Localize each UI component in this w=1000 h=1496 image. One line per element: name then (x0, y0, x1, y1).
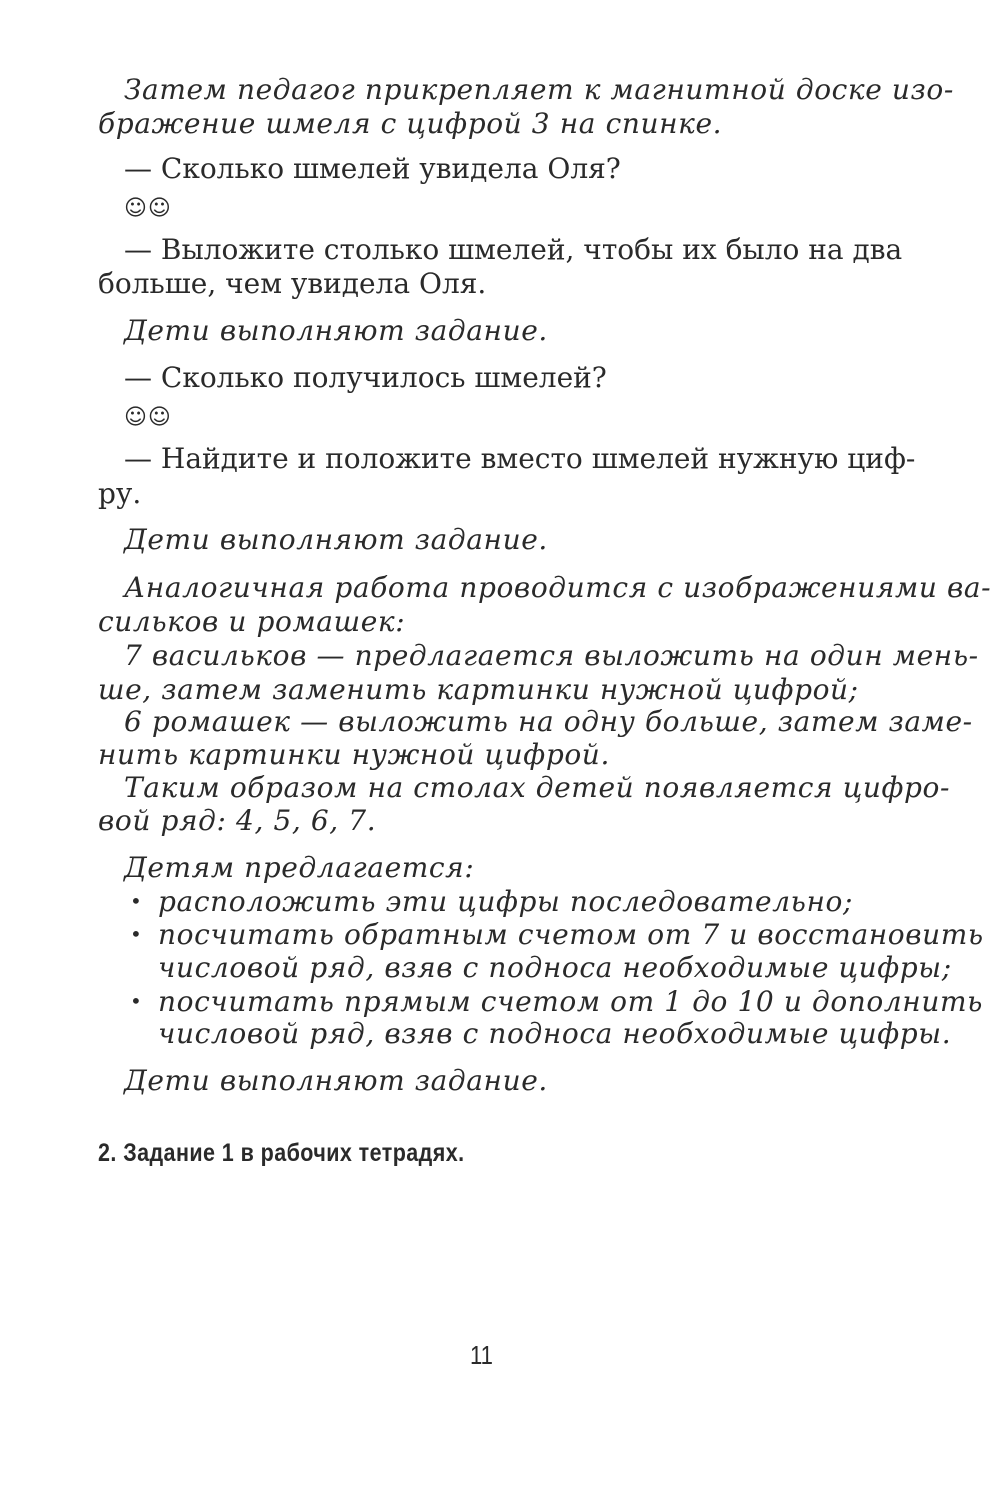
children-do-task-2: Дети выполняют задание. (124, 523, 548, 556)
para1-line2: бражение шмеля с цифрой 3 на спинке. (98, 107, 723, 140)
page-number: 11 (470, 1340, 493, 1370)
question-1: — Сколько шмелей увидела Оля? (124, 152, 621, 185)
offer-bullet-1-text: расположить эти цифры последовательно; (158, 885, 854, 918)
analog-line5: 6 ромашек — выложить на одну больше, затем заме- (124, 705, 973, 738)
analog-line1: Аналогичная работа проводится с изображениями ва- (124, 571, 992, 604)
task-1-line1: — Выложите столько шмелей, чтобы их было на два (124, 233, 903, 266)
analog-line7: Таким образом на столах детей появляется цифро- (124, 771, 951, 804)
analog-line2: сильков и ромашек: (98, 605, 406, 638)
offer-bullet-1 (130, 883, 910, 920)
smiley-icons-2: ☺☺ (124, 405, 172, 430)
task-2-line2: ру. (98, 477, 142, 510)
task-2-line1: — Найдите и положите вместо шмелей нужную циф- (124, 442, 916, 475)
children-do-task-3: Дети выполняют задание. (124, 1064, 548, 1097)
para1-line1: Затем педагог прикрепляет к магнитной доске изо- (124, 73, 954, 106)
analog-line3: 7 васильков — предлагается выложить на один мень- (124, 639, 979, 672)
offer-bullet-2-cont: числовой ряд, взяв с подноса необходимые цифры; (158, 951, 952, 984)
offer-intro: Детям предлагается: (124, 851, 475, 884)
children-do-task-1: Дети выполняют задание. (124, 314, 548, 347)
analog-line4: ше, затем заменить картинки нужной цифрой; (98, 673, 859, 706)
offer-bullet-2 (130, 916, 984, 953)
bullet-icon: • (130, 889, 143, 913)
offer-bullet-3-text: посчитать прямым счетом от 1 до 10 и дополнить (158, 985, 983, 1018)
analog-line8: вой ряд: 4, 5, 6, 7. (98, 804, 377, 837)
smiley-icons-1: ☺☺ (124, 196, 172, 221)
offer-bullet-3-cont: числовой ряд, взяв с подноса необходимые цифры. (158, 1017, 952, 1050)
question-2: — Сколько получилось шмелей? (124, 361, 607, 394)
offer-bullet-2-text: посчитать обратным счетом от 7 и восстановить (158, 918, 984, 951)
bullet-icon: • (130, 989, 143, 1013)
task-1-line2: больше, чем увидела Оля. (98, 267, 487, 300)
offer-bullet-3 (130, 983, 983, 1020)
analog-line6: нить картинки нужной цифрой. (98, 738, 610, 771)
bullet-icon: • (130, 922, 143, 946)
section-heading: 2. Задание 1 в рабочих тетрадях. (98, 1139, 465, 1167)
